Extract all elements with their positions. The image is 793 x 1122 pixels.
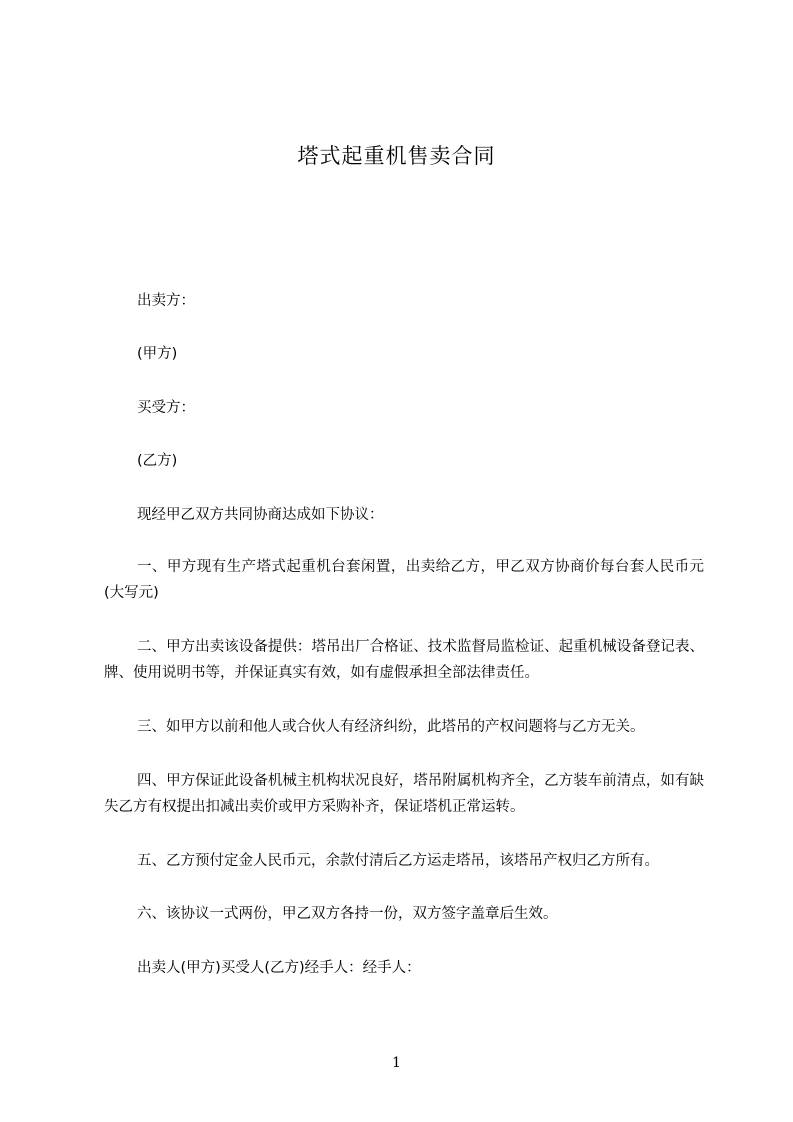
signature-line: 出卖人(甲方)买受人(乙方)经手人：经手人：	[137, 960, 421, 976]
agreement-intro: 现经甲乙双方共同协商达成如下协议：	[137, 507, 384, 523]
seller-label: 出卖方：	[137, 293, 195, 309]
party-a-label: (甲方)	[137, 346, 178, 362]
clause-2: 二、甲方出卖该设备提供：塔吊出厂合格证、技术监督局监检证、起重机械设备登记表、牌、使用说明书等，并保证真实有效，如有虚假承担全部法律责任。	[104, 639, 704, 681]
clause-4: 四、甲方保证此设备机械主机构状况良好，塔吊附属机构齐全，乙方装车前清点，如有缺失乙方有权提出扣减出卖价或甲方采购补齐，保证塔机正常运转。	[104, 773, 704, 815]
clause-1: 一、甲方现有生产塔式起重机台套闲置，出卖给乙方，甲乙双方协商价每台套人民币元(大写元)	[104, 559, 704, 601]
clause-3: 三、如甲方以前和他人或合伙人有经济纠纷，此塔吊的产权问题将与乙方无关。	[137, 719, 645, 735]
contract-title: 塔式起重机售卖合同	[297, 144, 496, 168]
buyer-label: 买受方：	[137, 400, 195, 416]
page-number: 1	[392, 1055, 401, 1071]
clause-5: 五、乙方预付定金人民币元，余款付清后乙方运走塔吊，该塔吊产权归乙方所有。	[137, 853, 659, 869]
party-b-label: (乙方)	[137, 453, 178, 469]
clause-6: 六、该协议一式两份，甲乙双方各持一份，双方签字盖章后生效。	[137, 906, 558, 922]
